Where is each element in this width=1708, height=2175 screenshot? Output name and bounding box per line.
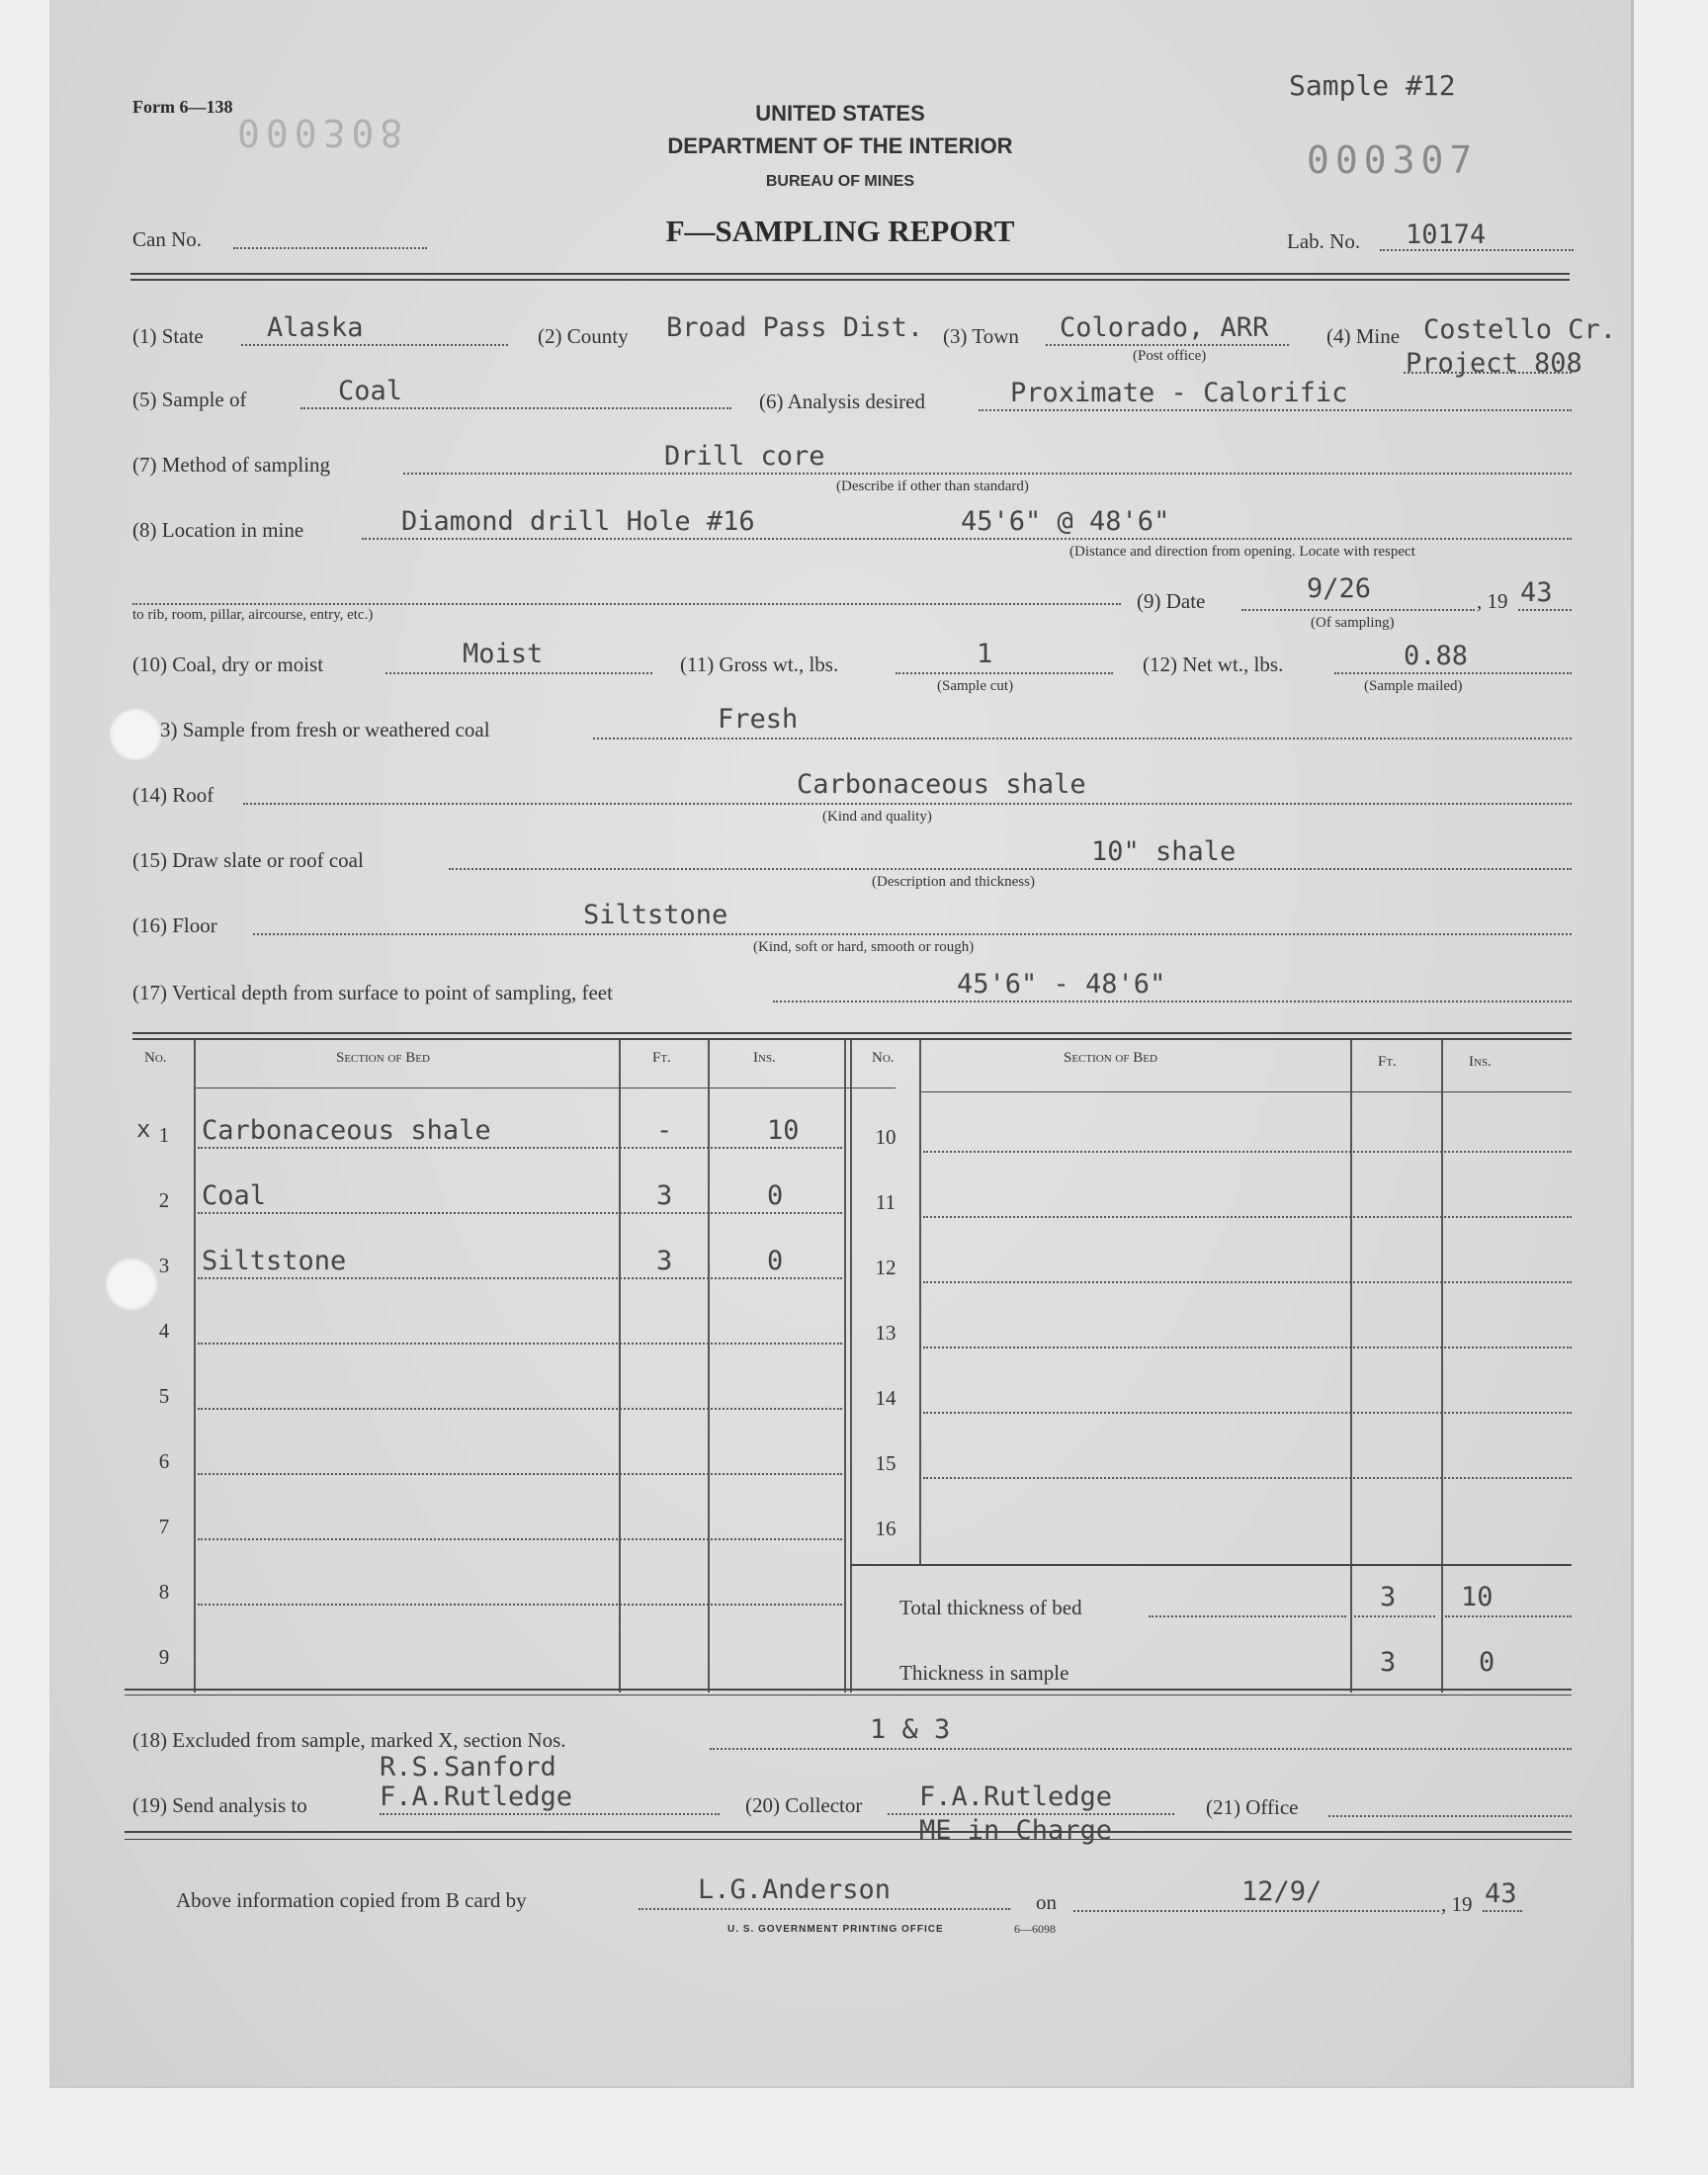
state-label: (1) State xyxy=(132,324,204,348)
right-row-number: 16 xyxy=(875,1517,897,1540)
send-analysis-label: (19) Send analysis to xyxy=(132,1793,307,1817)
town-value: Colorado, ARR xyxy=(1060,312,1269,343)
col-rule-7 xyxy=(1350,1040,1352,1693)
page-title: F—SAMPLING REPORT xyxy=(665,214,1015,248)
analysis-field[interactable] xyxy=(979,409,1572,411)
row-rule[interactable] xyxy=(198,1343,842,1345)
col-rule-2 xyxy=(619,1040,621,1693)
method-field[interactable] xyxy=(403,473,1572,475)
thickness-in-sample-ins: 0 xyxy=(1479,1647,1495,1678)
right-row-number: 15 xyxy=(875,1451,897,1475)
net-label: (12) Net wt., lbs. xyxy=(1143,652,1284,676)
draw-note: (Description and thickness) xyxy=(872,874,1035,890)
lab-number: 10174 xyxy=(1406,219,1487,250)
right-row-number: 10 xyxy=(875,1125,897,1149)
net-note: (Sample mailed) xyxy=(1364,678,1463,694)
col-rule-1 xyxy=(194,1040,196,1693)
county-value: Broad Pass Dist. xyxy=(666,312,924,343)
row-number: 1 xyxy=(158,1123,170,1147)
collector-value: F.A.Rutledge xyxy=(919,1782,1113,1812)
state-field[interactable] xyxy=(241,344,508,346)
collector-label: (20) Collector xyxy=(745,1793,863,1817)
right-section-header: Section of Bed xyxy=(1064,1050,1157,1066)
draw-field[interactable] xyxy=(449,868,1572,870)
form-number: Form 6—138 xyxy=(132,97,233,117)
floor-label: (16) Floor xyxy=(132,914,217,937)
stamp-number-left: 000308 xyxy=(237,111,409,154)
town-label: (3) Town xyxy=(943,324,1019,348)
row-number: 4 xyxy=(158,1319,170,1343)
col-rule-6 xyxy=(919,1040,921,1564)
row-rule[interactable] xyxy=(198,1212,842,1214)
total-ins-field[interactable] xyxy=(1445,1615,1572,1617)
footer-rule-2 xyxy=(125,1839,1572,1840)
excluded-field[interactable] xyxy=(710,1748,1572,1750)
roof-field[interactable] xyxy=(243,803,1572,805)
right-row-number: 14 xyxy=(875,1386,897,1410)
mine-label: (4) Mine xyxy=(1326,324,1401,348)
excluded-value: 1 & 3 xyxy=(870,1714,951,1745)
analysis-value: Proximate - Calorific xyxy=(1010,378,1348,408)
mine-value: Costello Cr. xyxy=(1423,314,1617,345)
right-row-number: 13 xyxy=(875,1321,897,1345)
row-ins: 10 xyxy=(767,1115,800,1146)
right-row-number: 12 xyxy=(875,1256,897,1279)
total-thickness-leader xyxy=(1149,1615,1346,1617)
sample-tag: Sample #12 xyxy=(1289,69,1456,102)
row-ft: - xyxy=(656,1115,673,1146)
row-section: Siltstone xyxy=(202,1246,347,1276)
sample-of-value: Coal xyxy=(338,376,403,406)
gross-note: (Sample cut) xyxy=(937,678,1014,694)
row-number: 7 xyxy=(158,1515,170,1538)
right-header-rule xyxy=(919,1091,1572,1092)
row-ins: 0 xyxy=(767,1180,784,1211)
date-year-field[interactable] xyxy=(1518,609,1572,611)
footer-rule xyxy=(125,1831,1572,1833)
state-value: Alaska xyxy=(267,312,364,343)
mine-field[interactable] xyxy=(1404,372,1572,374)
agency-line-3: BUREAU OF MINES xyxy=(765,173,915,190)
row-number: 3 xyxy=(158,1254,170,1277)
table-bottom-rule-2 xyxy=(125,1695,1572,1696)
coal-value: Moist xyxy=(463,639,544,669)
coal-label: (10) Coal, dry or moist xyxy=(132,652,324,676)
fresh-value: Fresh xyxy=(718,704,799,735)
thickness-in-sample-label: Thickness in sample xyxy=(899,1661,1069,1685)
row-rule[interactable] xyxy=(198,1604,842,1606)
location-field[interactable] xyxy=(362,538,1572,540)
mine-value-project: Project 808 xyxy=(1406,348,1582,379)
table-top-rule xyxy=(132,1032,1572,1034)
row-section: Carbonaceous shale xyxy=(202,1115,491,1146)
send-analysis-name-2: F.A.Rutledge xyxy=(380,1782,573,1812)
method-note: (Describe if other than standard) xyxy=(836,478,1029,494)
fresh-label: 3) Sample from fresh or weathered coal xyxy=(160,718,490,741)
net-value: 0.88 xyxy=(1404,641,1469,671)
roof-value: Carbonaceous shale xyxy=(797,769,1086,800)
row-ins: 0 xyxy=(767,1246,784,1276)
collector-title: ME in Charge xyxy=(919,1815,1113,1846)
send-analysis-name-1: R.S.Sanford xyxy=(380,1752,556,1783)
header-divider-2 xyxy=(130,279,1570,281)
right-row-rule[interactable] xyxy=(923,1151,1572,1153)
row-number: 9 xyxy=(158,1645,170,1669)
total-thickness-ins: 10 xyxy=(1461,1582,1494,1612)
row-rule[interactable] xyxy=(198,1473,842,1475)
right-rows-bottom-rule xyxy=(850,1564,1572,1566)
agency-line-2: DEPARTMENT OF THE INTERIOR xyxy=(667,133,1013,158)
gross-value: 1 xyxy=(977,639,993,669)
can-label: Can No. xyxy=(132,227,202,251)
right-no-header: No. xyxy=(872,1050,895,1066)
copied-year-prefix: , 19 xyxy=(1441,1892,1473,1916)
total-thickness-label: Total thickness of bed xyxy=(899,1596,1082,1619)
left-no-header: No. xyxy=(144,1050,167,1066)
table-top-rule-2 xyxy=(132,1038,1572,1040)
gross-label: (11) Gross wt., lbs. xyxy=(680,652,839,676)
roof-note: (Kind and quality) xyxy=(822,809,932,825)
left-section-header: Section of Bed xyxy=(336,1050,430,1066)
draw-label: (15) Draw slate or roof coal xyxy=(132,848,364,872)
header-divider xyxy=(130,273,1570,275)
report-form xyxy=(49,0,1634,2088)
send-analysis-field[interactable] xyxy=(380,1813,720,1815)
sample-of-field[interactable] xyxy=(300,407,731,409)
date-note: (Of sampling) xyxy=(1311,615,1395,631)
col-rule-4 xyxy=(844,1040,846,1693)
copied-year: 43 xyxy=(1485,1878,1517,1909)
total-thickness-ft: 3 xyxy=(1380,1582,1397,1612)
right-row-rule[interactable] xyxy=(923,1412,1572,1414)
location-field-2[interactable] xyxy=(132,603,1121,605)
row-ft: 3 xyxy=(656,1180,673,1211)
location-note: (Distance and direction from opening. Locate with respect xyxy=(1069,544,1415,560)
col-rule-3 xyxy=(708,1040,710,1693)
floor-field[interactable] xyxy=(253,933,1572,935)
copied-date-value: 12/9/ xyxy=(1241,1876,1323,1907)
col-rule-8 xyxy=(1441,1040,1443,1693)
row-rule[interactable] xyxy=(198,1277,842,1279)
location-value: Diamond drill Hole #16 xyxy=(401,506,755,537)
copied-date-field[interactable] xyxy=(1073,1910,1439,1912)
copied-year-field[interactable] xyxy=(1483,1910,1522,1912)
row-ft: 3 xyxy=(656,1246,673,1276)
date-field[interactable] xyxy=(1241,609,1475,611)
location-depth: 45'6" @ 48'6" xyxy=(961,506,1170,537)
right-row-rule[interactable] xyxy=(923,1281,1572,1283)
copied-on-label: on xyxy=(1036,1890,1057,1914)
floor-note: (Kind, soft or hard, smooth or rough) xyxy=(753,939,975,955)
lab-label: Lab. No. xyxy=(1287,229,1361,253)
date-label: (9) Date xyxy=(1137,589,1206,613)
right-row-rule[interactable] xyxy=(923,1347,1572,1348)
analysis-label: (6) Analysis desired xyxy=(759,390,925,413)
copied-label: Above information copied from B card by xyxy=(176,1888,527,1912)
table-bottom-rule xyxy=(125,1689,1572,1691)
copied-by-field[interactable] xyxy=(639,1908,1010,1910)
sample-of-label: (5) Sample of xyxy=(132,388,247,411)
stamp-number-right: 000307 xyxy=(1307,138,1479,182)
printer-code: 6—6098 xyxy=(1014,1922,1056,1936)
office-label: (21) Office xyxy=(1206,1795,1299,1819)
left-ft-header: Ft. xyxy=(652,1050,671,1066)
depth-value: 45'6" - 48'6" xyxy=(957,969,1166,1000)
thickness-in-sample-ft: 3 xyxy=(1380,1647,1397,1678)
row-number: 8 xyxy=(158,1580,170,1604)
location-note-2: to rib, room, pillar, aircourse, entry, etc.) xyxy=(132,607,374,623)
copied-by-value: L.G.Anderson xyxy=(698,1874,892,1905)
row-number: 5 xyxy=(158,1384,170,1408)
punch-hole-top xyxy=(109,708,162,761)
date-year: 43 xyxy=(1520,577,1553,608)
fresh-field[interactable] xyxy=(593,738,1572,740)
location-label: (8) Location in mine xyxy=(132,518,304,542)
net-field[interactable] xyxy=(1334,672,1572,674)
date-year-prefix: , 19 xyxy=(1477,589,1508,613)
right-row-rule[interactable] xyxy=(923,1477,1572,1479)
row-rule[interactable] xyxy=(198,1538,842,1540)
depth-field[interactable] xyxy=(773,1000,1572,1002)
row-number: 6 xyxy=(158,1449,170,1473)
excluded-label: (18) Excluded from sample, marked X, section Nos. xyxy=(132,1728,566,1752)
date-value: 9/26 xyxy=(1307,573,1372,604)
office-field[interactable] xyxy=(1328,1815,1572,1817)
row-number: 2 xyxy=(158,1188,170,1212)
right-ft-header: Ft. xyxy=(1378,1054,1397,1070)
town-field[interactable] xyxy=(1046,344,1289,346)
county-label: (2) County xyxy=(538,324,629,348)
method-label: (7) Method of sampling xyxy=(132,453,331,477)
coal-field[interactable] xyxy=(385,672,652,674)
total-ft-field[interactable] xyxy=(1354,1615,1435,1617)
printer-line: U. S. GOVERNMENT PRINTING OFFICE xyxy=(727,1924,944,1935)
gross-field[interactable] xyxy=(896,672,1113,674)
row-rule[interactable] xyxy=(198,1147,842,1149)
col-rule-5 xyxy=(850,1040,852,1693)
can-field[interactable] xyxy=(233,247,427,249)
roof-label: (14) Roof xyxy=(132,783,214,807)
draw-value: 10" shale xyxy=(1091,836,1237,867)
town-note: (Post office) xyxy=(1133,348,1207,364)
right-row-rule[interactable] xyxy=(923,1216,1572,1218)
left-ins-header: Ins. xyxy=(753,1050,776,1066)
row-rule[interactable] xyxy=(198,1408,842,1410)
right-row-number: 11 xyxy=(875,1190,897,1214)
agency-line-1: UNITED STATES xyxy=(755,101,925,126)
depth-label: (17) Vertical depth from surface to point of sampling, feet xyxy=(132,981,613,1004)
right-ins-header: Ins. xyxy=(1469,1054,1492,1070)
row-excluded-mark: x xyxy=(136,1115,151,1143)
method-value: Drill core xyxy=(664,441,825,472)
row-section: Coal xyxy=(202,1180,267,1211)
floor-value: Siltstone xyxy=(583,900,728,930)
